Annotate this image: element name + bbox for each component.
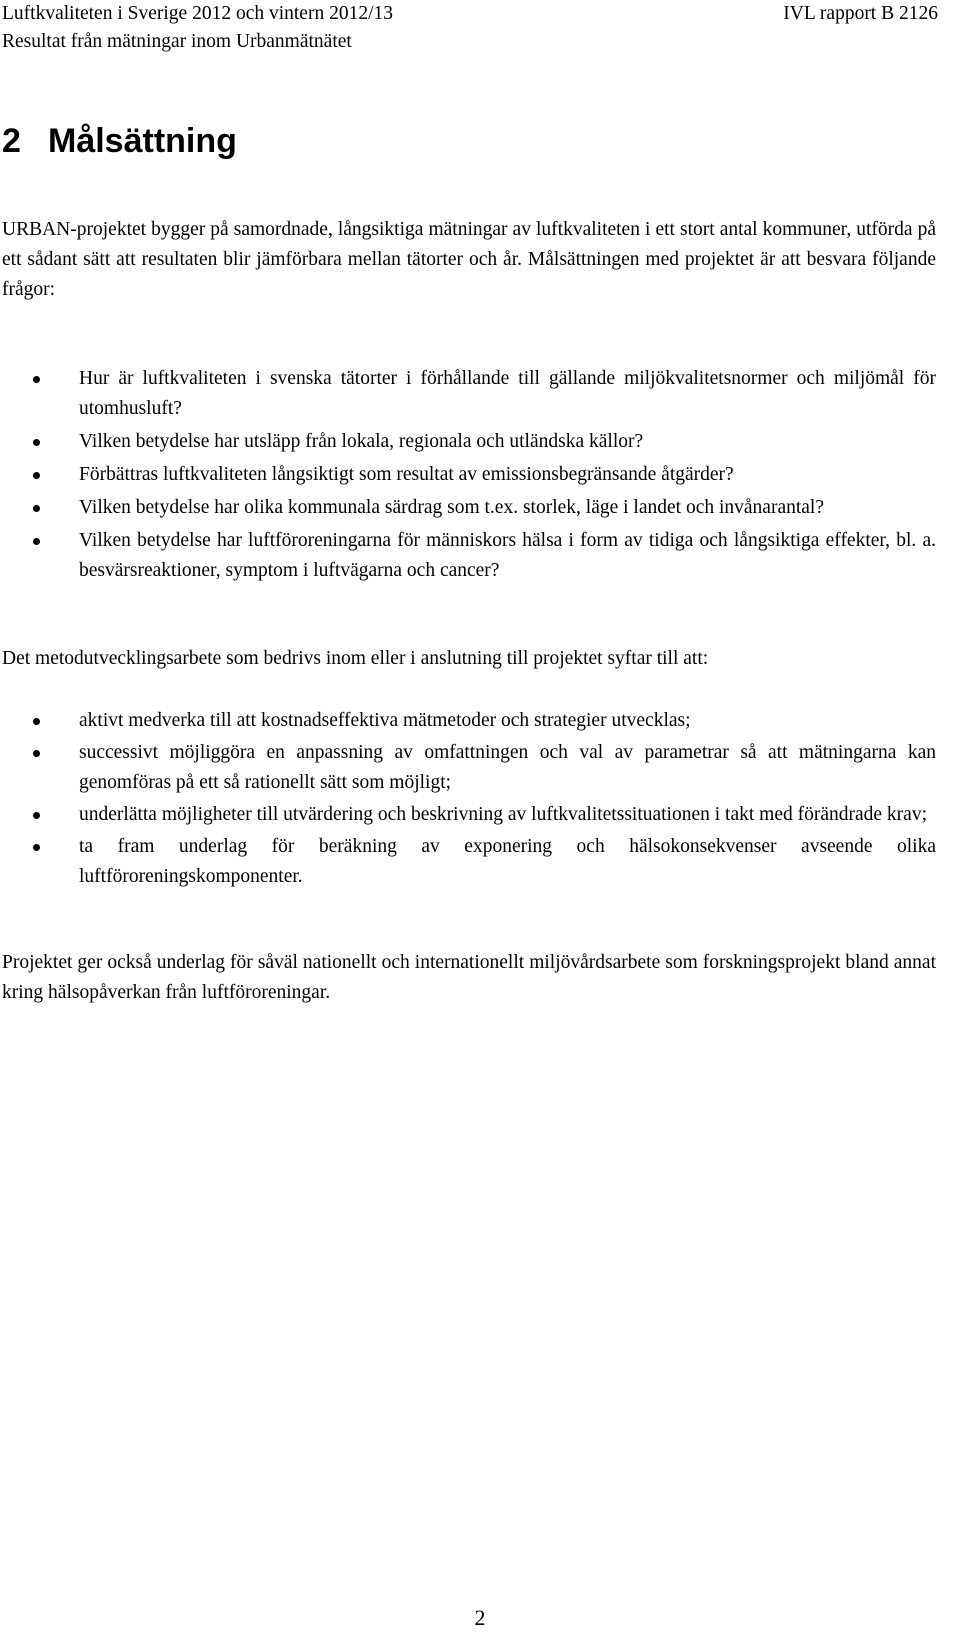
intro-paragraph: URBAN-projektet bygger på samordnade, långsiktiga mätningar av luftkvaliteten i ett stort antal kommuner, utförda på ett sådant sätt att resultaten blir jämförbara mellan tätorter och år. Målsättningen med projektet är att besvara följande frågor: (2, 219, 936, 300)
bullet-icon (33, 376, 40, 383)
list-item (0, 493, 936, 523)
question-text: Förbättras luftkvaliteten långsiktigt som resultat av emissionsbegränsande åtgärder? (79, 464, 734, 485)
aim-text: ta fram underlag för beräkning av exponering och hälsokonsekvenser avseende olika luftföroreningskomponenter. (79, 836, 936, 887)
header-row-bottom (2, 28, 938, 56)
header-report-id: IVL rapport B 2126 (783, 3, 938, 24)
running-header (2, 0, 938, 56)
aims-list (0, 706, 960, 894)
bullet-icon (33, 718, 40, 725)
question-text: Vilken betydelse har olika kommunala särdrag som t.ex. storlek, läge i landet och invånarantal? (79, 497, 824, 518)
page-number: 2 (474, 1605, 486, 1630)
method-paragraph: Det metodutvecklingsarbete som bedrivs inom eller i anslutning till projektet syftar till att: (2, 648, 709, 669)
list-item (0, 706, 936, 736)
aim-text: successivt möjliggöra en anpassning av omfattningen och val av parametrar så att mätningarna kan genomföras på ett så rationellt sätt som möjligt; (79, 742, 936, 793)
list-item (0, 738, 936, 798)
list-item (0, 460, 936, 490)
bullet-icon (33, 750, 40, 757)
list-item (0, 364, 936, 424)
bullet-icon (33, 472, 40, 479)
aim-text: aktivt medverka till att kostnadseffektiva mätmetoder och strategier utvecklas; (79, 710, 691, 731)
bullet-icon (33, 812, 40, 819)
bullet-icon (33, 538, 40, 545)
bullet-icon (33, 439, 40, 446)
list-item (0, 526, 936, 586)
questions-list (0, 364, 960, 589)
header-report-title: Luftkvaliteten i Sverige 2012 och vintern 2012/13 (2, 3, 393, 24)
header-report-subtitle: Resultat från mätningar inom Urbanmätnätet (2, 31, 352, 52)
question-text: Hur är luftkvaliteten i svenska tätorter i förhållande till gällande miljökvalitetsnormer och miljömål för utomhusluft? (79, 368, 936, 419)
header-row-top (2, 0, 938, 28)
list-item (0, 800, 936, 830)
question-text: Vilken betydelse har luftföroreningarna för människors hälsa i form av tidiga och långsiktiga effekter, bl. a. besvärsreaktioner, symptom i luftvägarna och cancer? (79, 530, 936, 581)
question-text: Vilken betydelse har utsläpp från lokala, regionala och utländska källor? (79, 431, 644, 452)
bullet-icon (33, 844, 40, 851)
bullet-icon (33, 505, 40, 512)
section-title: Målsättning (48, 122, 237, 160)
final-paragraph: Projektet ger också underlag för såväl nationellt och internationellt miljövårdsarbete som forskningsprojekt bland annat kring hälsopåverkan från luftföroreningar. (2, 952, 936, 1003)
list-item (0, 427, 936, 457)
list-item (0, 832, 936, 892)
section-heading (2, 119, 237, 163)
aim-text: underlätta möjligheter till utvärdering och beskrivning av luftkvalitetssituationen i takt med förändrade krav; (79, 804, 928, 825)
section-number: 2 (2, 122, 21, 160)
